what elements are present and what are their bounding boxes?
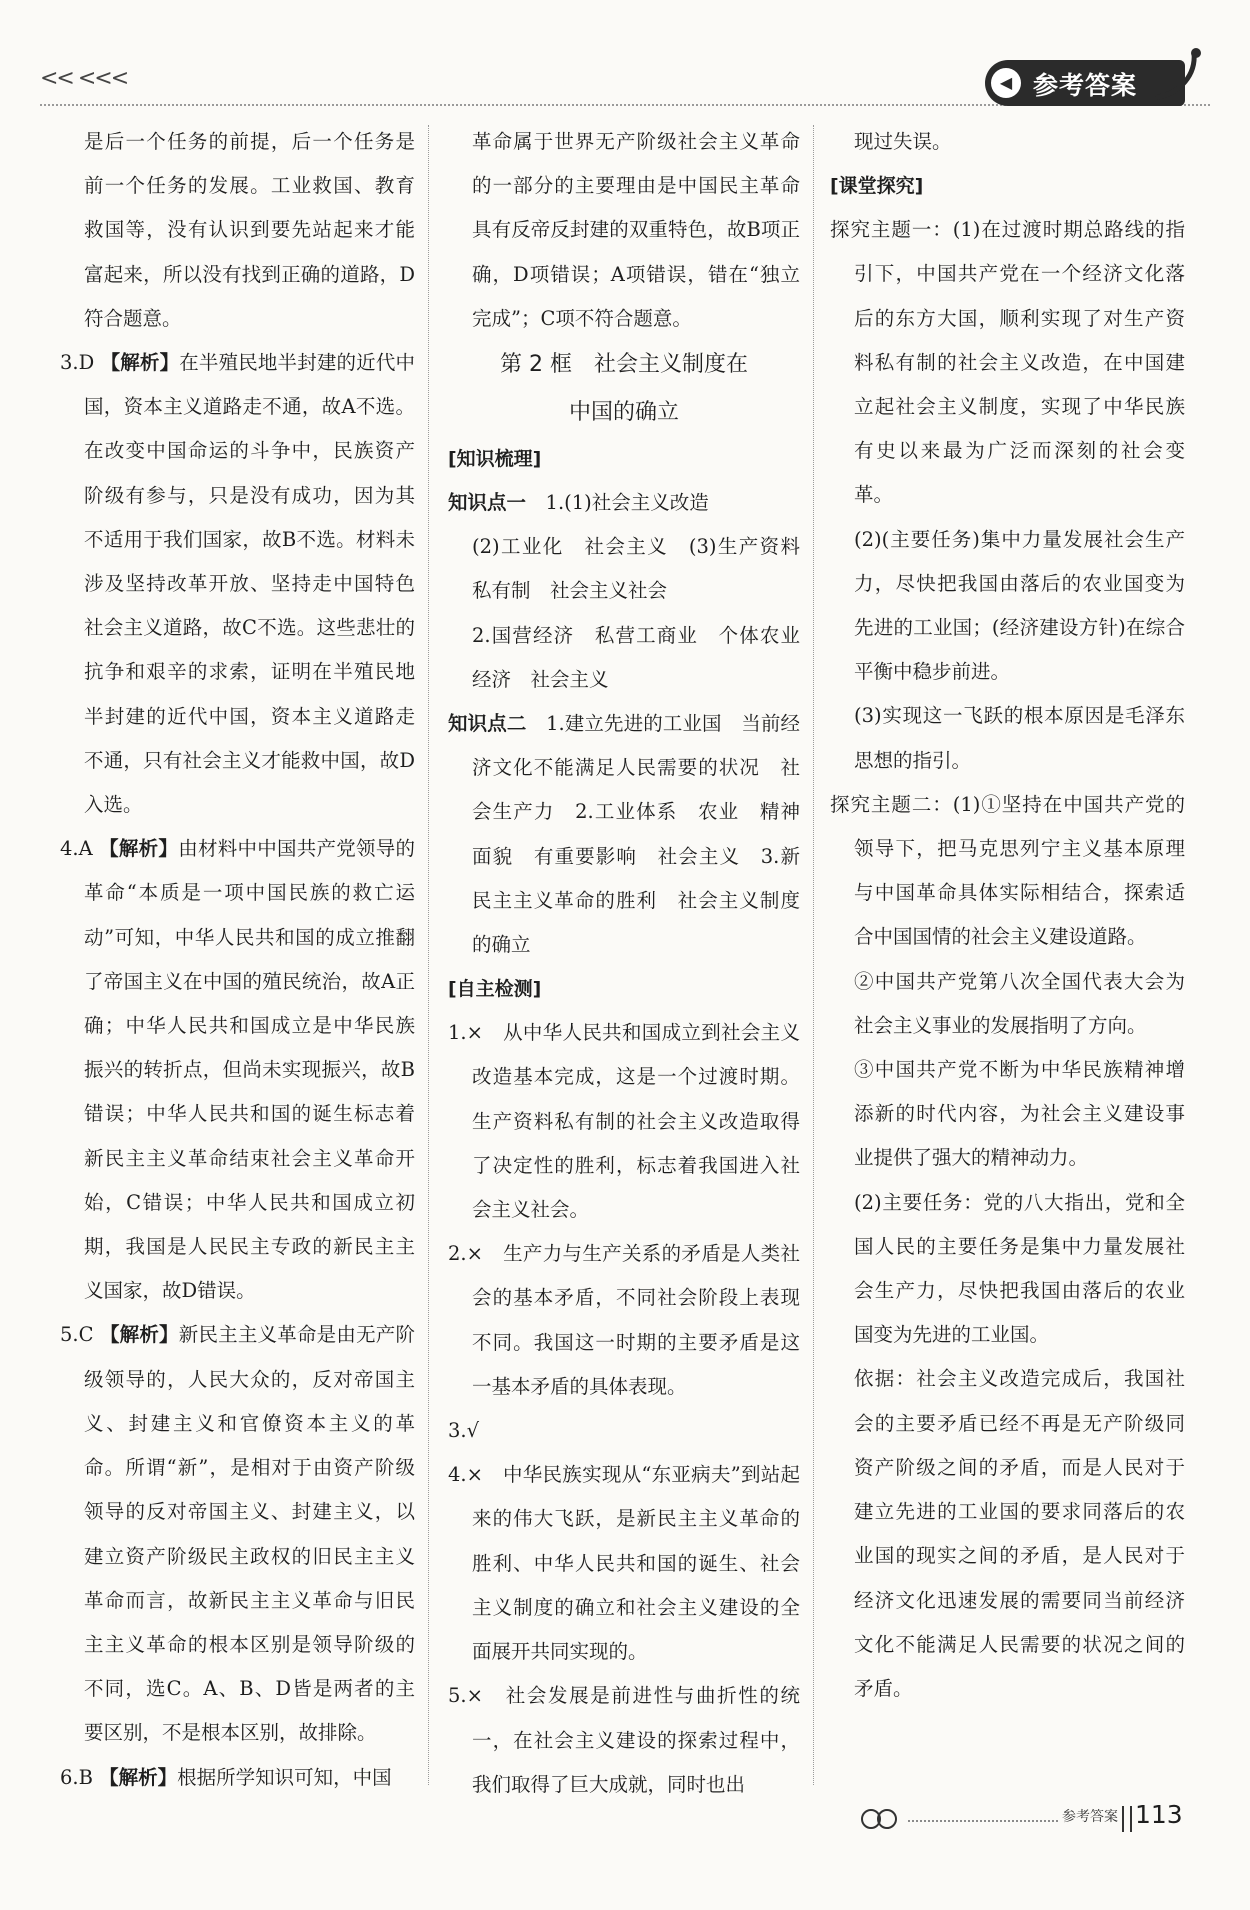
self-check-item: 3.√	[448, 1419, 480, 1443]
kp-label: 知识点一	[448, 491, 527, 515]
column-divider	[813, 125, 814, 1785]
column-right	[830, 120, 1185, 1711]
kp-text: 1.建立先进的工业国 当前经济文化不能满足人民需要的状况 社会生产力 2.工业体系 农业 精神面貌 有重要影响 社会主义 3.新民主主义革命的胜利 社会主义制度的确立	[472, 712, 800, 957]
knowledge-point-2	[448, 702, 800, 967]
column-middle	[448, 120, 800, 1807]
explore-topic-1: 探究主题一：(1)在过渡时期总路线的指引下，中国共产党在一个经济文化落后的东方大国，顺利实现了对生产资料私有制的社会主义改造，在中国建立起社会主义制度，实现了中华民族有史以来最为广泛而深刻的社会变革。	[830, 218, 1185, 507]
knowledge-heading: [知识梳理]	[448, 448, 542, 471]
answer-text: 新民主主义革命是由无产阶级领导的，人民大众的，反对帝国主义、封建主义和官僚资本主义的革命。所谓“新”，是相对于由资产阶级领导的反对帝国主义、封建主义，以建立资产阶级民主政权的旧民主主义革命而言，故新民主主义革命与旧民主主义革命的根本区别是领导阶级的不同，选C。A、B、D皆是两者的主要区别，不是根本区别，故排除。	[84, 1323, 415, 1745]
kp-text: 1.(1)社会主义改造	[545, 491, 709, 515]
answer-number: 4.A	[60, 837, 93, 861]
answer-item	[60, 1313, 415, 1755]
answer-item	[60, 341, 415, 827]
answer-number: 5.C	[60, 1323, 94, 1347]
explore-topic-2-part: ②中国共产党第八次全国代表大会为社会主义事业的发展指明了方向。	[854, 969, 1185, 1037]
section-subtitle: 中国的确立	[568, 400, 679, 426]
explore-topic-2-part: (2)主要任务：党的八大指出，党和全国人民的主要任务是集中力量发展社会生产力，尽快把我国由落后的农业国变为先进的工业国。	[854, 1190, 1185, 1347]
answer-item	[60, 1756, 415, 1800]
knowledge-point-1-line: (2)工业化 社会主义 (3)生产资料私有制 社会主义社会	[472, 535, 800, 603]
answer-text: 在半殖民地半封建的近代中国，资本主义道路走不通，故A不选。在改变中国命运的斗争中，民族资产阶级有参与，只是没有成功，因为其不适用于我们国家，故B不选。材料未涉及坚持改革开放、坚持走中国特色社会主义道路，故C不选。这些悲壮的抗争和艰辛的求索，证明在半殖民地半封建的近代中国，资本主义道路走不通，只有社会主义才能救中国，故D入选。	[84, 351, 415, 817]
paragraph: 是后一个任务的前提，后一个任务是前一个任务的发展。工业救国、教育救国等，没有认识到要先站起来才能富起来，所以没有找到正确的道路，D符合题意。	[84, 130, 415, 330]
explore-topic-2-part: ③中国共产党不断为中华民族精神增添新的时代内容，为社会主义建设事业提供了强大的精神动力。	[854, 1058, 1185, 1170]
class-explore-heading: [课堂探究]	[830, 175, 924, 198]
self-check-item: 5.× 社会发展是前进性与曲折性的统一，在社会主义建设的探索过程中，我们取得了巨大成就，同时也出	[448, 1684, 800, 1796]
section-title: 第 2 框 社会主义制度在	[500, 352, 748, 378]
page-header	[0, 0, 1250, 110]
paragraph: 现过失误。	[854, 130, 952, 153]
answer-tab-label: 参考答案	[1033, 71, 1138, 100]
column-left	[60, 120, 415, 1800]
answer-text: 由材料中中国共产党领导的革命“本质是一项中国民族的救亡运动”可知，中华人民共和国的成立推翻了帝国主义在中国的殖民统治，故A正确；中华人民共和国成立是中华民族振兴的转折点，但尚未实现振兴，故B错误；中华人民共和国的诞生标志着新民主主义革命结束社会主义革命开始，C错误；中华人民共和国成立初期，我国是人民民主专政的新民主主义国家，故D错误。	[84, 837, 415, 1303]
knowledge-point-1	[448, 481, 800, 525]
page-number: 113	[1135, 1800, 1183, 1829]
analysis-mark: 【解析】	[100, 351, 180, 375]
explore-topic-2-part: 依据：社会主义改造完成后，我国社会的主要矛盾已经不再是无产阶级同资产阶级之间的矛盾，而是人民对于建立先进的工业国的要求同落后的农业国的现实之间的矛盾，是人民对于经济文化迅速发展的需要同当前经济文化不能满足人民需要的状况之间的矛盾。	[854, 1367, 1185, 1700]
analysis-mark: 【解析】	[99, 1323, 179, 1347]
self-check-heading: [自主检测]	[448, 978, 542, 1001]
kp-label: 知识点二	[448, 712, 527, 736]
knowledge-point-1-line: 2.国营经济 私营工商业 个体农业经济 社会主义	[472, 623, 800, 691]
footer-dots	[908, 1820, 1058, 1822]
column-divider	[428, 125, 429, 1785]
analysis-mark: 【解析】	[99, 1765, 178, 1789]
page-footer	[860, 1800, 1190, 1840]
footer-label: 参考答案	[1062, 1809, 1118, 1825]
rings-decoration-icon	[860, 1808, 904, 1830]
analysis-mark: 【解析】	[99, 837, 179, 861]
answer-number: 6.B	[60, 1765, 93, 1789]
explore-topic-1-part: (2)(主要任务)集中力量发展社会生产力，尽快把我国由落后的农业国变为先进的工业国；(经济建设方针)在综合平衡中稳步前进。	[854, 527, 1185, 684]
paragraph: 革命属于世界无产阶级社会主义革命的一部分的主要理由是中国民主革命具有反帝反封建的双重特色，故B项正确，D项错误；A项错误，错在“独立完成”；C项不符合题意。	[472, 130, 800, 330]
self-check-item: 1.× 从中华人民共和国成立到社会主义改造基本完成，这是一个过渡时期。生产资料私有制的社会主义改造取得了决定性的胜利，标志着我国进入社会主义社会。	[448, 1021, 800, 1222]
explore-topic-1-part: (3)实现这一飞跃的根本原因是毛泽东思想的指引。	[854, 704, 1185, 772]
footer-bars	[1122, 1806, 1132, 1832]
answer-item	[60, 827, 415, 1313]
arrow-left-icon: ◀	[991, 68, 1021, 98]
self-check-item: 2.× 生产力与生产关系的矛盾是人类社会的基本矛盾，不同社会阶段上表现不同。我国这一时期的主要矛盾是这一基本矛盾的具体表现。	[448, 1242, 800, 1398]
self-check-item: 4.× 中华民族实现从“东亚病夫”到站起来的伟大飞跃，是新民主主义革命的胜利、中华人民共和国的诞生、社会主义制度的确立和社会主义建设的全面展开共同实现的。	[448, 1463, 800, 1664]
answer-number: 3.D	[60, 351, 95, 375]
answer-text: 根据所学知识可知，中国	[177, 1765, 392, 1789]
nav-arrows: << <<<	[40, 66, 128, 91]
explore-topic-2: 探究主题二：(1)①坚持在中国共产党的领导下，把马克思列宁主义基本原理与中国革命具体实际相结合，探索适合中国国情的社会主义建设道路。	[830, 792, 1185, 949]
swoosh-decoration-icon	[1150, 45, 1210, 105]
